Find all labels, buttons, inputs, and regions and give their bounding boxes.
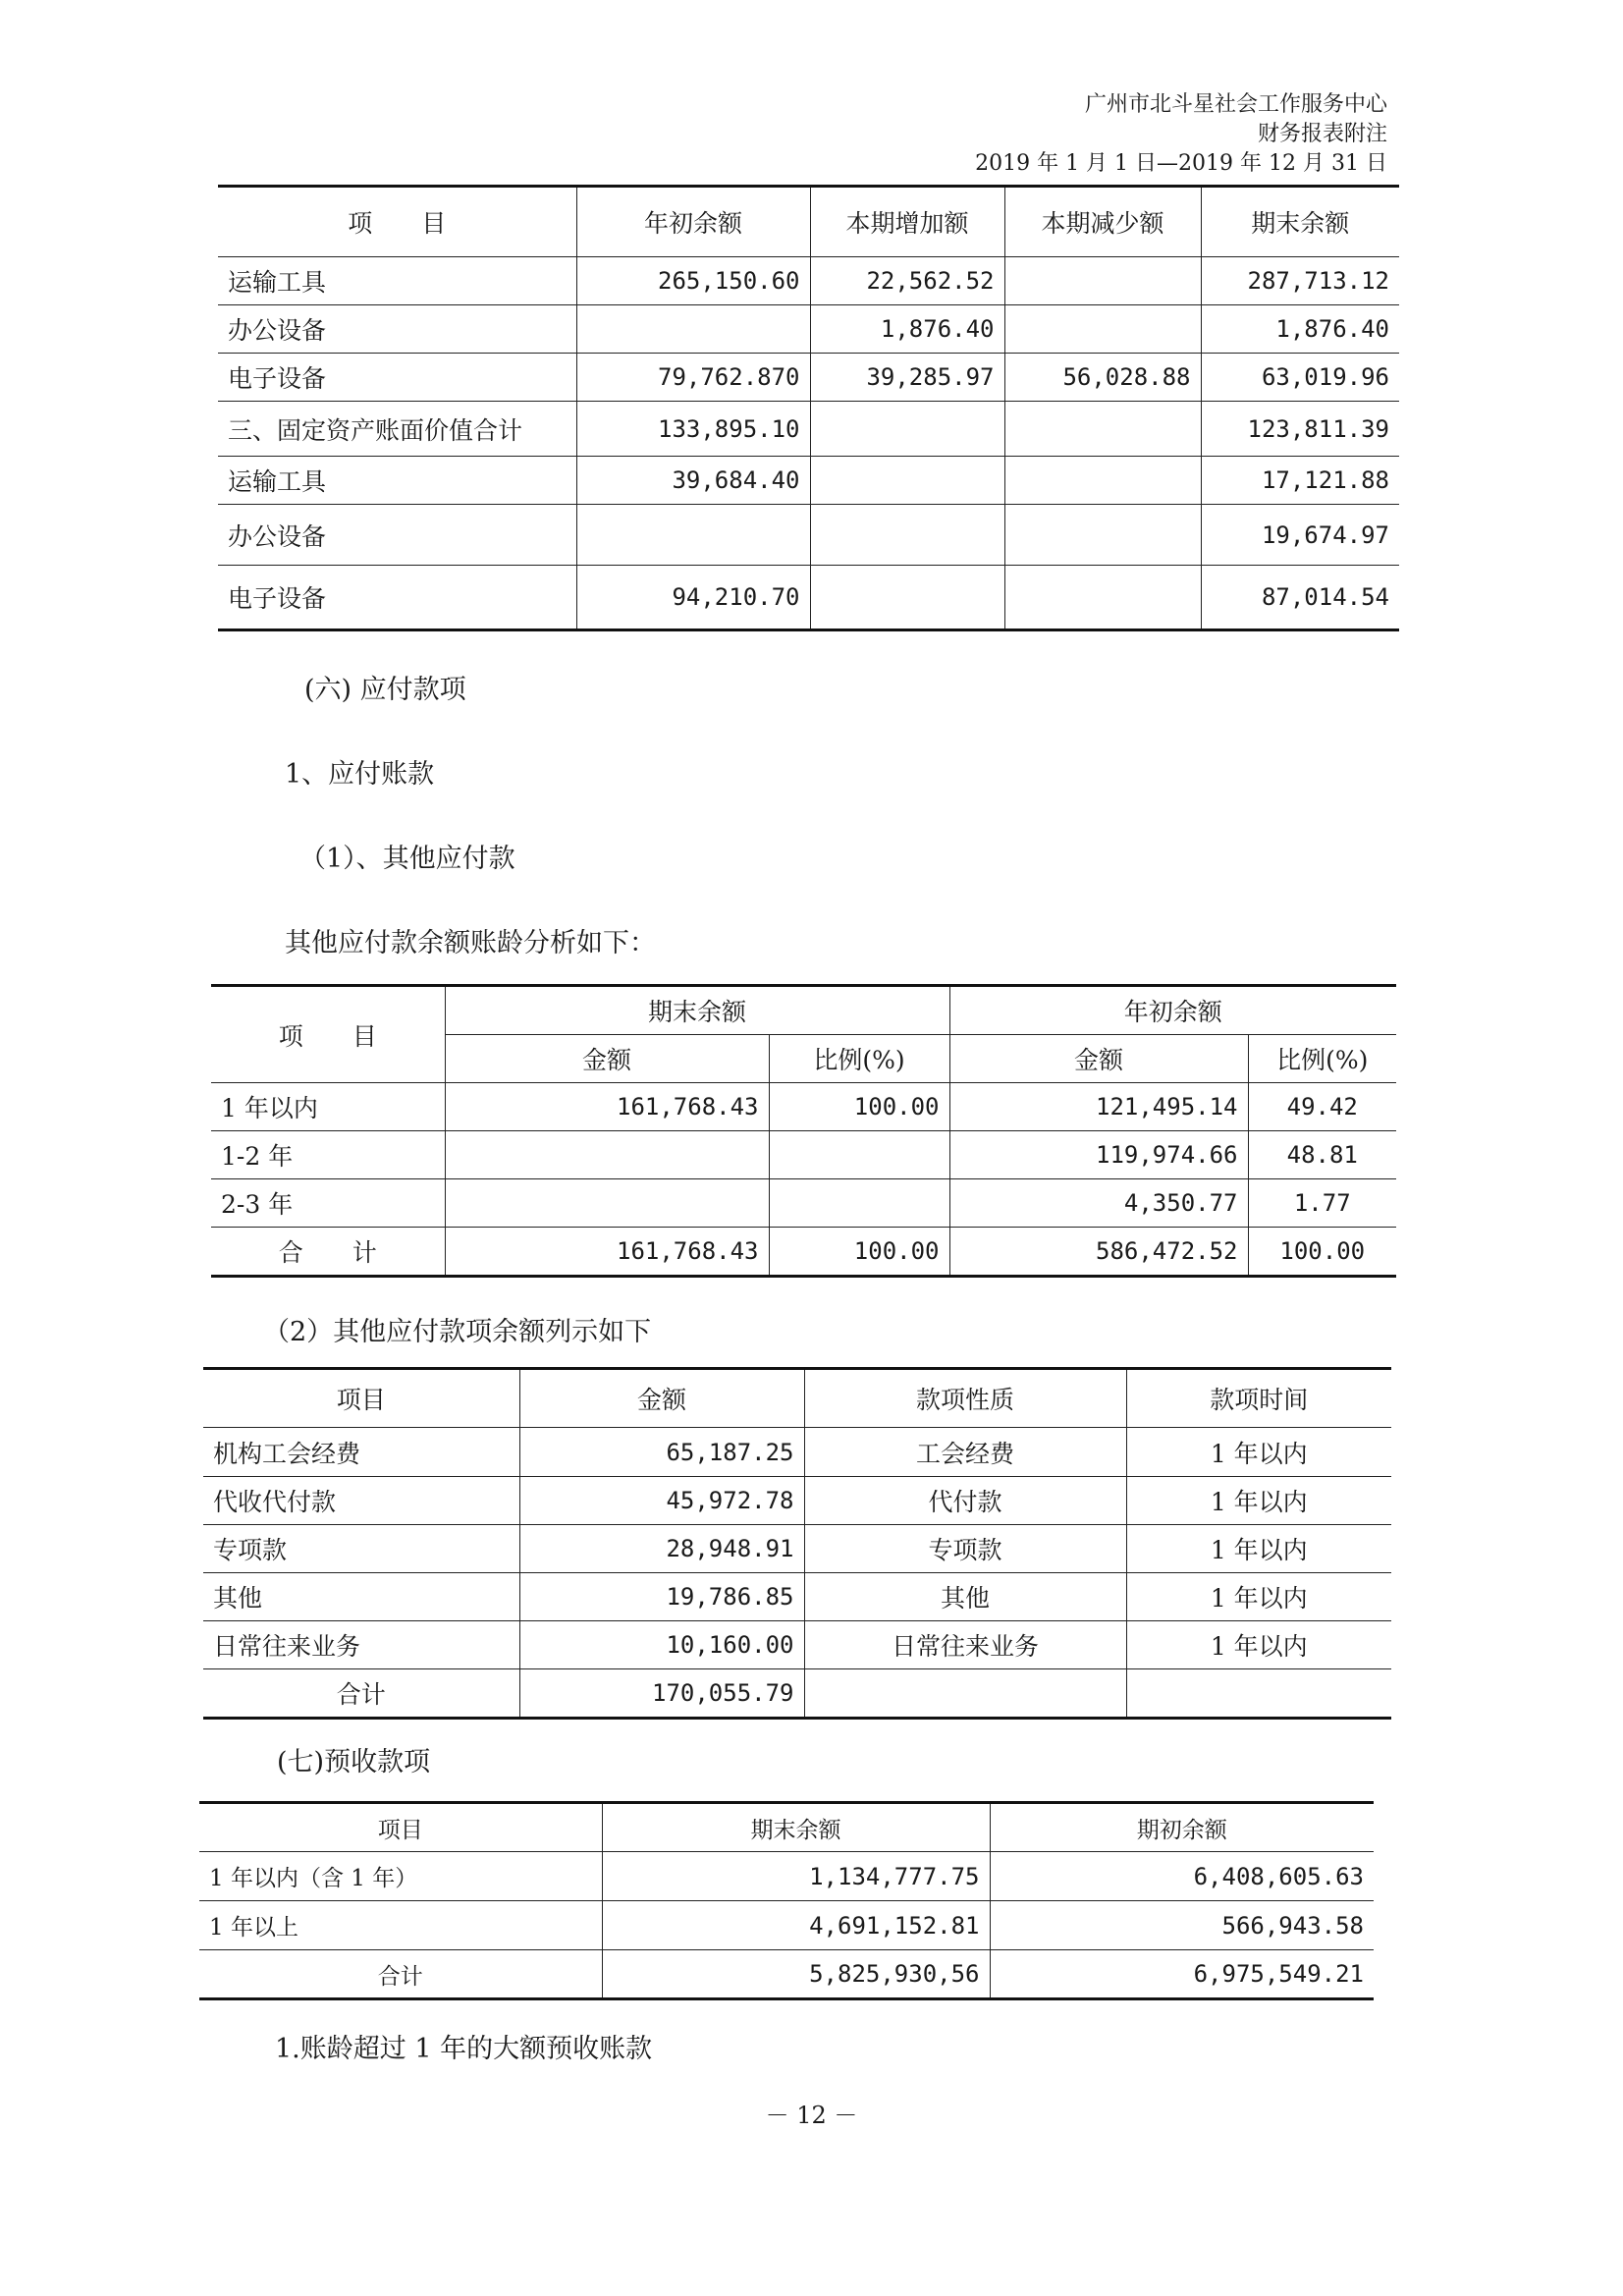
t3-cell: 1 年以内 bbox=[1126, 1621, 1391, 1669]
other-payables-table bbox=[203, 1367, 1391, 1720]
table-row bbox=[218, 457, 1399, 505]
t3-cell: 1 年以内 bbox=[1126, 1428, 1391, 1477]
t2-cell bbox=[445, 1179, 769, 1228]
t1-cell bbox=[810, 505, 1004, 566]
table-row bbox=[218, 257, 1399, 305]
t2-cell: 100.00 bbox=[769, 1083, 949, 1131]
t1-cell: 265,150.60 bbox=[576, 257, 810, 305]
t3-cell: 专项款 bbox=[804, 1525, 1126, 1573]
t4-cell: 6,408,605.63 bbox=[990, 1852, 1374, 1901]
table-row bbox=[199, 1901, 1374, 1950]
table-row bbox=[203, 1573, 1391, 1621]
t3-cell: 其他 bbox=[203, 1573, 519, 1621]
t3-cell bbox=[804, 1669, 1126, 1719]
t2-cell: 121,495.14 bbox=[949, 1083, 1248, 1131]
t4-cell: 5,825,930,56 bbox=[602, 1950, 990, 1999]
t4-cell: 4,691,152.81 bbox=[602, 1901, 990, 1950]
table-row bbox=[203, 1477, 1391, 1525]
t3-cell: 1 年以内 bbox=[1126, 1477, 1391, 1525]
section-title: （2）其他应付款项余额列示如下 bbox=[263, 1317, 652, 1347]
t2-col-item: 项 目 bbox=[211, 986, 445, 1083]
t4-cell: 1 年以上 bbox=[199, 1901, 602, 1950]
section-title: (六) 应付款项 bbox=[304, 675, 466, 705]
doc-title: 财务报表附注 bbox=[1257, 122, 1387, 146]
table-row bbox=[218, 354, 1399, 402]
table-row bbox=[199, 1852, 1374, 1901]
section-title: (七)预收款项 bbox=[277, 1747, 431, 1777]
t1-cell: 三、固定资产账面价值合计 bbox=[218, 402, 576, 457]
t1-cell: 123,811.39 bbox=[1201, 402, 1399, 457]
t2-cell: 48.81 bbox=[1248, 1131, 1396, 1179]
t1-cell: 94,210.70 bbox=[576, 566, 810, 630]
t1-cell: 133,895.10 bbox=[576, 402, 810, 457]
t3-cell: 代收代付款 bbox=[203, 1477, 519, 1525]
t2-group-begin: 年初余额 bbox=[949, 986, 1396, 1035]
period: 2019 年 1 月 1 日—2019 年 12 月 31 日 bbox=[975, 151, 1387, 176]
t2-cell: 4,350.77 bbox=[949, 1179, 1248, 1228]
t1-cell: 1,876.40 bbox=[1201, 305, 1399, 354]
t1-cell: 56,028.88 bbox=[1004, 354, 1201, 402]
t1-cell bbox=[576, 305, 810, 354]
t2-cell: 2-3 年 bbox=[211, 1179, 445, 1228]
t1-header: 本期减少额 bbox=[1004, 187, 1201, 257]
table-row bbox=[218, 305, 1399, 354]
t3-cell: 合计 bbox=[203, 1669, 519, 1719]
payables-aging-table bbox=[211, 984, 1396, 1278]
t1-cell: 电子设备 bbox=[218, 566, 576, 630]
table-row bbox=[203, 1669, 1391, 1719]
table-row bbox=[218, 505, 1399, 566]
t3-header: 金额 bbox=[519, 1369, 804, 1428]
table-row bbox=[203, 1525, 1391, 1573]
advance-receipts-table bbox=[199, 1801, 1374, 2000]
t3-header: 款项时间 bbox=[1126, 1369, 1391, 1428]
t1-cell bbox=[1004, 257, 1201, 305]
t1-cell: 17,121.88 bbox=[1201, 457, 1399, 505]
t3-cell: 1 年以内 bbox=[1126, 1573, 1391, 1621]
t4-cell: 566,943.58 bbox=[990, 1901, 1374, 1950]
t2-group-end: 期末余额 bbox=[445, 986, 949, 1035]
t2-cell: 合 计 bbox=[211, 1228, 445, 1277]
t3-cell: 工会经费 bbox=[804, 1428, 1126, 1477]
t1-cell: 87,014.54 bbox=[1201, 566, 1399, 630]
t1-cell bbox=[1004, 505, 1201, 566]
t2-cell: 100.00 bbox=[769, 1228, 949, 1277]
t4-cell: 6,975,549.21 bbox=[990, 1950, 1374, 1999]
t1-cell: 79,762.870 bbox=[576, 354, 810, 402]
t2-sub-ratio: 比例(%) bbox=[1248, 1035, 1396, 1083]
t4-cell: 合计 bbox=[199, 1950, 602, 1999]
t1-cell bbox=[1004, 305, 1201, 354]
t1-cell: 电子设备 bbox=[218, 354, 576, 402]
t1-header: 期末余额 bbox=[1201, 187, 1399, 257]
t1-cell bbox=[1004, 566, 1201, 630]
table-row bbox=[203, 1428, 1391, 1477]
t3-cell: 机构工会经费 bbox=[203, 1428, 519, 1477]
t1-cell: 19,674.97 bbox=[1201, 505, 1399, 566]
t1-cell bbox=[810, 566, 1004, 630]
t3-cell: 代付款 bbox=[804, 1477, 1126, 1525]
t1-cell: 63,019.96 bbox=[1201, 354, 1399, 402]
t1-cell: 办公设备 bbox=[218, 505, 576, 566]
table-row bbox=[211, 1228, 1396, 1277]
t1-cell: 22,562.52 bbox=[810, 257, 1004, 305]
t1-header: 本期增加额 bbox=[810, 187, 1004, 257]
t3-cell bbox=[1126, 1669, 1391, 1719]
t1-cell bbox=[1004, 457, 1201, 505]
t1-cell: 1,876.40 bbox=[810, 305, 1004, 354]
t1-cell: 39,684.40 bbox=[576, 457, 810, 505]
t1-cell bbox=[810, 457, 1004, 505]
t4-header: 期初余额 bbox=[990, 1803, 1374, 1852]
t4-header: 项目 bbox=[199, 1803, 602, 1852]
t2-cell bbox=[769, 1131, 949, 1179]
section-title: 1.账龄超过 1 年的大额预收账款 bbox=[275, 2034, 653, 2064]
t3-cell: 10,160.00 bbox=[519, 1621, 804, 1669]
t3-cell: 1 年以内 bbox=[1126, 1525, 1391, 1573]
t2-cell bbox=[445, 1131, 769, 1179]
t1-cell: 运输工具 bbox=[218, 257, 576, 305]
t3-cell: 日常往来业务 bbox=[804, 1621, 1126, 1669]
t2-cell: 49.42 bbox=[1248, 1083, 1396, 1131]
t2-cell: 119,974.66 bbox=[949, 1131, 1248, 1179]
t1-cell bbox=[1004, 402, 1201, 457]
table-row bbox=[211, 1179, 1396, 1228]
t2-cell bbox=[769, 1179, 949, 1228]
table-row bbox=[211, 1131, 1396, 1179]
section-title: （1）、其他应付款 bbox=[299, 844, 515, 874]
table-row bbox=[203, 1621, 1391, 1669]
t1-header: 项 目 bbox=[218, 187, 576, 257]
t4-header: 期末余额 bbox=[602, 1803, 990, 1852]
t4-cell: 1 年以内（含 1 年） bbox=[199, 1852, 602, 1901]
table-row bbox=[218, 566, 1399, 630]
t3-cell: 专项款 bbox=[203, 1525, 519, 1573]
page-number: － 12 － bbox=[765, 2102, 858, 2129]
section-title: 1、应付账款 bbox=[285, 759, 435, 790]
t4-cell: 1,134,777.75 bbox=[602, 1852, 990, 1901]
table-row bbox=[211, 1083, 1396, 1131]
t1-header: 年初余额 bbox=[576, 187, 810, 257]
t2-sub-amount: 金额 bbox=[445, 1035, 769, 1083]
t3-cell: 170,055.79 bbox=[519, 1669, 804, 1719]
org-name: 广州市北斗星社会工作服务中心 bbox=[1084, 92, 1387, 117]
header-block bbox=[975, 90, 1387, 179]
t2-cell: 1-2 年 bbox=[211, 1131, 445, 1179]
t2-cell: 161,768.43 bbox=[445, 1228, 769, 1277]
t2-cell: 161,768.43 bbox=[445, 1083, 769, 1131]
table-row bbox=[199, 1950, 1374, 1999]
t1-cell: 39,285.97 bbox=[810, 354, 1004, 402]
t3-cell: 19,786.85 bbox=[519, 1573, 804, 1621]
t3-header: 项目 bbox=[203, 1369, 519, 1428]
table-row bbox=[218, 402, 1399, 457]
t1-cell: 287,713.12 bbox=[1201, 257, 1399, 305]
t3-cell: 28,948.91 bbox=[519, 1525, 804, 1573]
fixed-assets-table bbox=[218, 185, 1399, 631]
t1-cell: 办公设备 bbox=[218, 305, 576, 354]
t2-sub-amount: 金额 bbox=[949, 1035, 1248, 1083]
t1-cell bbox=[810, 402, 1004, 457]
t3-cell: 45,972.78 bbox=[519, 1477, 804, 1525]
t3-header: 款项性质 bbox=[804, 1369, 1126, 1428]
t2-cell: 100.00 bbox=[1248, 1228, 1396, 1277]
t3-cell: 65,187.25 bbox=[519, 1428, 804, 1477]
t3-cell: 其他 bbox=[804, 1573, 1126, 1621]
t2-cell: 1.77 bbox=[1248, 1179, 1396, 1228]
t1-cell bbox=[576, 505, 810, 566]
t1-cell: 运输工具 bbox=[218, 457, 576, 505]
t2-cell: 1 年以内 bbox=[211, 1083, 445, 1131]
t3-cell: 日常往来业务 bbox=[203, 1621, 519, 1669]
section-desc: 其他应付款余额账龄分析如下： bbox=[285, 928, 656, 958]
t2-sub-ratio: 比例(%) bbox=[769, 1035, 949, 1083]
t2-cell: 586,472.52 bbox=[949, 1228, 1248, 1277]
